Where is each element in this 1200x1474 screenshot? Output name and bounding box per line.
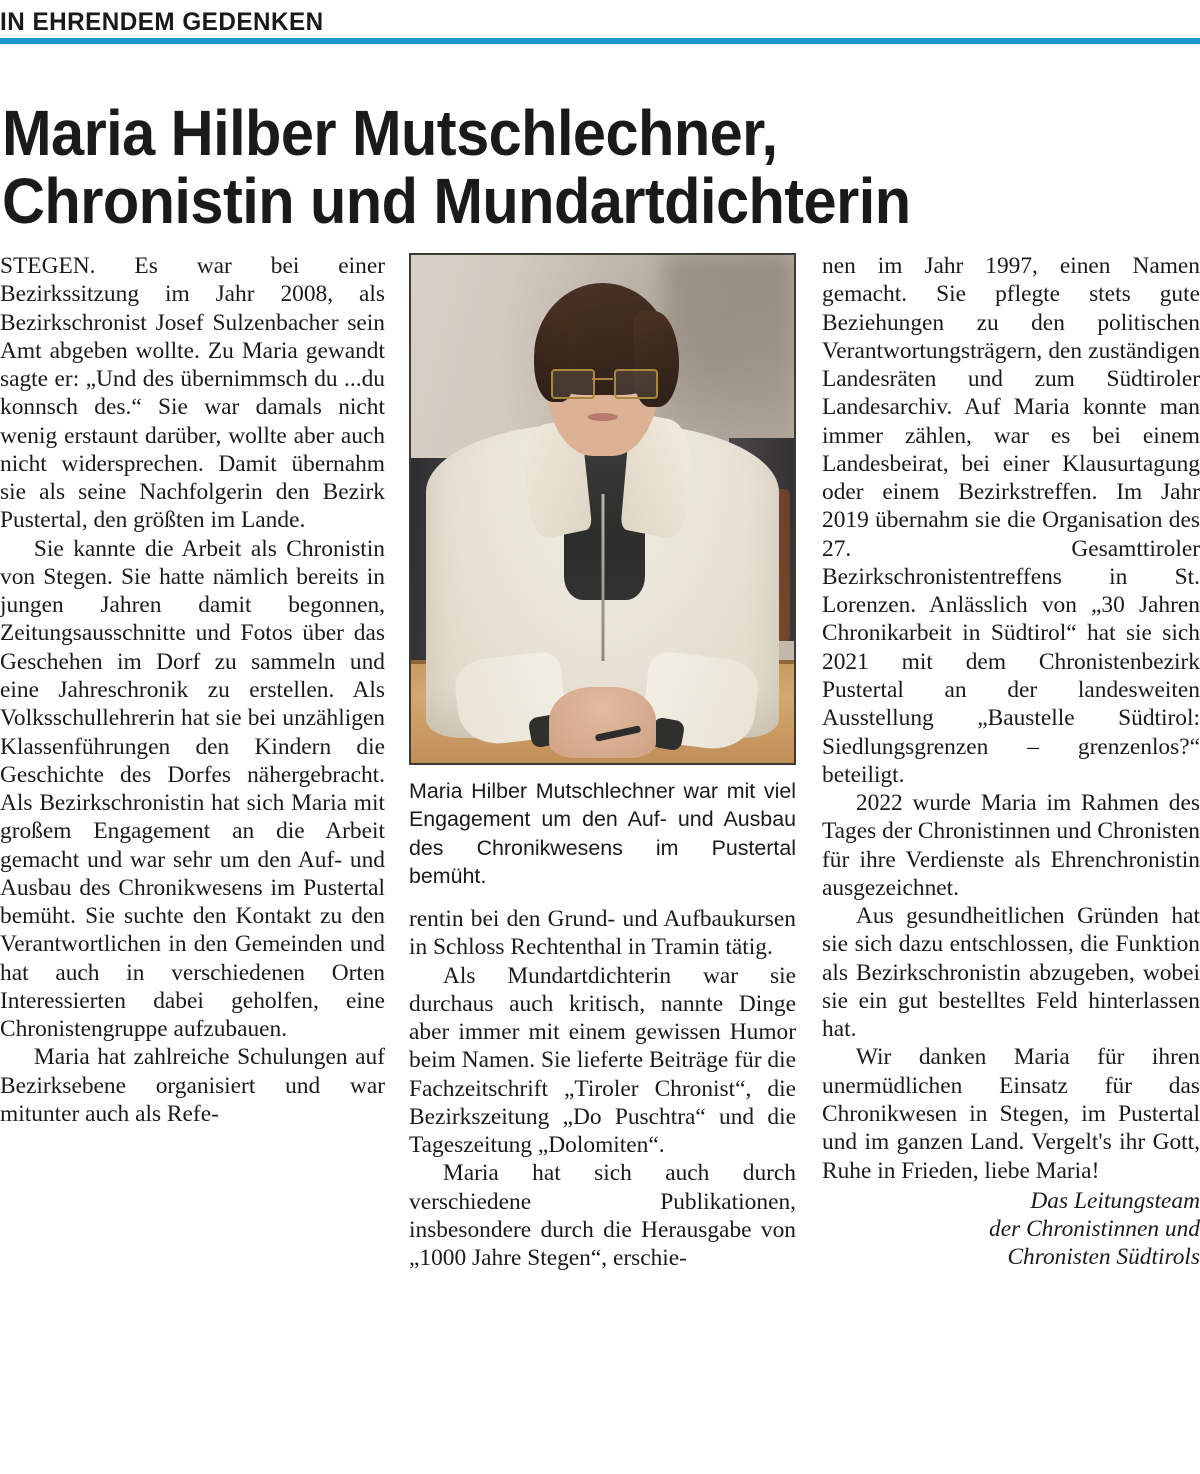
portrait-photo (409, 253, 796, 765)
signature-line-1: Das Leitungsteam (1030, 1187, 1200, 1214)
photo-caption: Maria Hilber Mutschlechner war mit viel Engagement um den Auf- und Ausbau des Chronikwesens im Pustertal bemüht. (409, 779, 796, 889)
paragraph: Als Mundartdichterin war sie durchaus auch kritisch, nannte Dinge aber immer mit einem gewissen Humor beim Namen. Sie lieferte Beiträge für die Fachzeitschrift „Tiroler Chronist“, die Bezirkszeitung „Do Puschtra“ und die Tageszeitung „Dolomiten“. (409, 962, 796, 1159)
photo-eyeglass-right (614, 369, 658, 399)
signature-line-2: der Chronistinnen und (989, 1216, 1200, 1243)
article-column-1 (0, 252, 385, 1128)
signature-line-3: Chronisten Südtirols (1007, 1244, 1200, 1271)
paragraph: rentin bei den Grund- und Aufbaukursen in Schloss Rechtenthal in Tramin tätig. (409, 906, 796, 961)
paragraph: Sie kannte die Arbeit als Chronistin von Stegen. Sie hatte nämlich bereits in jungen Jahren damit begonnen, Zeitungsausschnitte und Fotos über das Geschehen im Dorf zu sammeln und eine Jahreschronik zu erstellen. Als Volksschullehrerin hat sie bei unzähligen Klassenführungen den Kindern die Geschichte des Dorfes nähergebracht. Als Bezirkschronistin hat sich Maria mit großem Engagement an die Arbeit gemacht und war sehr um den Auf- und Ausbau des Chronikwesens im Pustertal bemüht. Sie suchte den Kontakt zu den Verantwortlichen in den Gemeinden und hat auch in verschiedenen Orten Interessierten dabei geholfen, eine Chronistengruppe aufzubauen. (0, 535, 385, 1043)
photo-jacket-zipper (601, 494, 604, 662)
photo-eyeglass-bridge (592, 378, 613, 380)
paragraph: nen im Jahr 1997, einen Namen gemacht. Sie pflegte stets gute Beziehungen zu den politischen Verantwortungsträgern, den zuständigen Landesräten und zum Südtiroler Landesarchiv. Auf Maria konnte man immer zählen, war es bei einem Landesbeirat, bei einer Klausurtagung oder einem Bezirkstreffen. Im Jahr 2019 übernahm sie die Organisation des 27. Gesamttiroler Bezirkschronistentreffens in St. Lorenzen. Anlässlich von „30 Jahren Chronikarbeit in Südtirol“ hat sie sich 2021 mit dem Chronistenbezirk Pustertal an der landesweiten Ausstellung „Baustelle Südtirol: Siedlungsgrenzen – grenzenlos?“ beteiligt. (822, 253, 1200, 788)
paragraph: Wir danken Maria für ihren unermüdlichen Einsatz für das Chronikwesen in Stegen, im Pustertal und im ganzen Land. Vergelt's ihr Gott, Ruhe in Frieden, liebe Maria! (822, 1044, 1200, 1184)
paragraph: STEGEN. Es war bei einer Bezirkssitzung im Jahr 2008, als Bezirkschronist Josef Sulzenbacher sein Amt abgeben wollte. Zu Maria gewandt sagte er: „Und des übernimmsch du ...du konnsch des.“ Sie war damals nicht wenig erstaunt darüber, wollte aber auch nicht widersprechen. Damit übernahm sie als seine Nachfolgerin den Bezirk Pustertal, den größten im Lande. (0, 253, 385, 534)
paragraph: Maria hat sich auch durch verschiedene Publikationen, insbesondere durch die Herausgabe von „1000 Jahre Stegen“, erschie- (409, 1160, 796, 1272)
article-column-2 (409, 905, 796, 1272)
photo-eyeglass-left (551, 369, 595, 399)
page-title (2, 96, 1114, 238)
article-column-3 (822, 252, 1200, 1272)
rubric-divider-rule (0, 38, 1200, 44)
paragraph: Maria hat zahlreiche Schulungen auf Bezirksebene organisiert und war mitunter auch als Refe- (0, 1044, 385, 1127)
photo-hands (549, 687, 656, 758)
paragraph: Aus gesundheitlichen Gründen hat sie sich dazu entschlossen, die Funktion als Bezirkschronistin abzugeben, wobei sie ein gut bestelltes Feld hinterlassen hat. (822, 903, 1200, 1043)
headline-line-2: Chronistin und Mundartdichterin (2, 165, 911, 238)
headline-line-1: Maria Hilber Mutschlechner, (2, 96, 778, 169)
article-photo-figure (409, 253, 796, 765)
rubric-label: IN EHRENDEM GEDENKEN (0, 8, 324, 36)
photo-mouth (587, 413, 618, 421)
article-signature (822, 1187, 1200, 1272)
paragraph: 2022 wurde Maria im Rahmen des Tages der Chronistinnen und Chronisten für ihre Verdienste als Ehrenchronistin ausgezeichnet. (822, 790, 1200, 901)
